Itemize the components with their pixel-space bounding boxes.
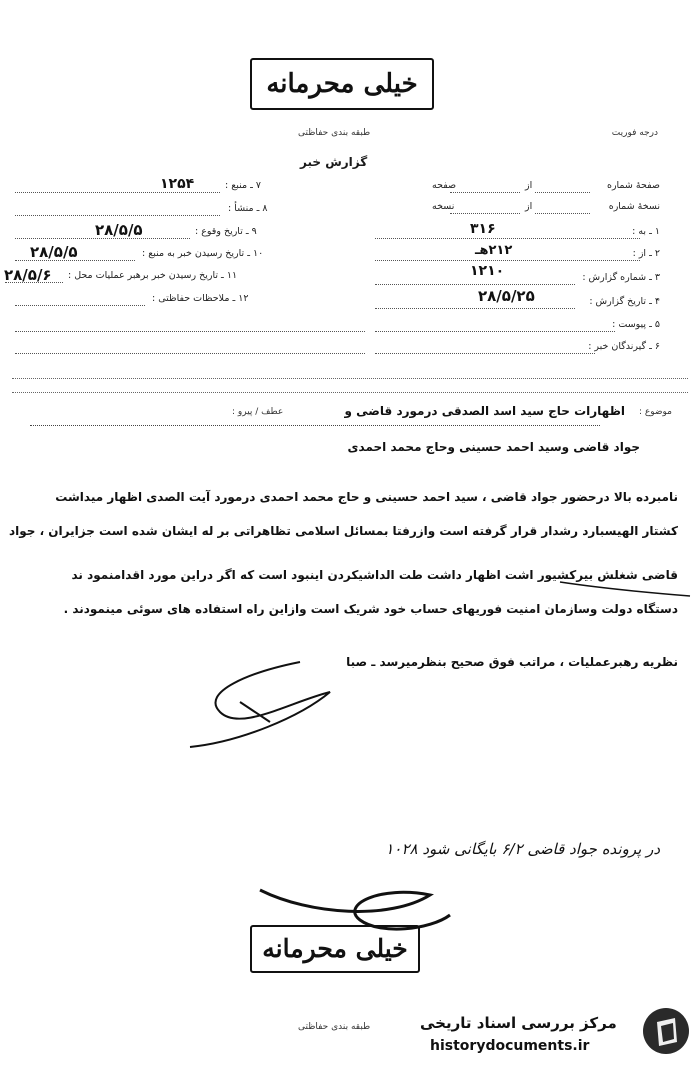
archive-logo-icon <box>643 1008 689 1054</box>
top-classification-stamp <box>250 58 434 110</box>
archive-name: مرکز بررسی اسناد تاریخی <box>420 1014 617 1032</box>
header-divider <box>12 378 688 379</box>
priority-label: درجه فوریت <box>611 128 658 138</box>
subject-line-1: اظهارات حاج سید اسد الصدقی درمورد قاضی و <box>344 404 625 418</box>
report-date-label: ۴ ـ تاریخ گزارش : <box>589 296 660 307</box>
recipients-label: ۶ ـ گیرندگان خبر : <box>588 341 660 352</box>
body-line-1: نامبرده بالا درحضور جواد قاضی ، سید احمد حسینی و حاج محمد احمدی درمورد آیت الصدی اظهار میداشت <box>55 490 678 504</box>
top-stamp-text: خیلی محرمانه <box>266 69 418 99</box>
occurrence-date-label: ۹ ـ تاریخ وقوع : <box>195 226 257 237</box>
body-line-5: نظریه رهبرعملیات ، مراتب فوق صحیح بنظرمیرسد ـ صبا <box>346 655 678 669</box>
report-title: گزارش خبر <box>300 155 368 169</box>
bottom-stamp-text: خیلی محرمانه <box>262 934 408 963</box>
source-receipt-date-label: ۱۰ ـ تاریخ رسیدن خبر به منبع : <box>142 248 264 259</box>
report-number-label: ۳ ـ شماره گزارش : <box>582 272 660 283</box>
page-unit: صفحه <box>432 180 457 191</box>
source-value: ۱۲۵۴ <box>160 176 195 192</box>
archive-url: historydocuments.ir <box>430 1038 590 1054</box>
reference-label: عطف / پیرو : <box>232 407 284 417</box>
subject-line-2: جواد قاضی وسید احمد حسینی وحاج محمد احمدی <box>347 440 640 454</box>
signature <box>180 652 360 762</box>
page-number-of: از <box>525 180 533 191</box>
subject-label: موضوع : <box>638 407 672 417</box>
source-label: ۷ ـ منبع : <box>225 180 262 191</box>
bottom-classification-label: طبقه بندی حفاظتی <box>298 1022 371 1032</box>
occurrence-date-value: ۲۸/۵/۵ <box>95 221 143 239</box>
field-to-value: ۳۱۶ <box>470 221 496 237</box>
origin-label: ۸ ـ منشأ : <box>228 203 268 214</box>
ops-receipt-date-label: ۱۱ ـ تاریخ رسیدن خبر برهبر عملیات محل : <box>68 270 238 281</box>
security-notes-label: ۱۲ ـ ملاحظات حفاظتی : <box>152 293 249 304</box>
source-receipt-date-value: ۲۸/۵/۵ <box>30 243 78 261</box>
ops-receipt-date-value: ۲۸/۵/۶ <box>4 266 52 284</box>
body-line-2: کشتار الهیسبارد رشدار قرار گرفته است وازرفتا بمسائل اسلامی تظاهراتی بر له ایشان شده است جزایران ، جواد <box>8 524 678 538</box>
field-to-label: ۱ ـ به : <box>632 226 660 237</box>
copy-number-of: از <box>525 201 533 212</box>
report-date-value: ۲۸/۵/۲۵ <box>478 287 535 305</box>
bottom-classification-stamp <box>250 925 420 973</box>
report-number-value: ۱۲۱۰ <box>470 263 505 279</box>
header-divider-2 <box>12 392 688 393</box>
field-from-label: ۲ ـ از : <box>632 248 660 259</box>
bottom-handwritten-note: در پرونده جواد قاضی ۶/۲ بایگانی شود ۱۰۲۸ <box>385 840 660 858</box>
attachment-label: ۵ ـ پیوست : <box>612 319 660 330</box>
field-from-value: ۲۱۲هـ <box>475 243 513 258</box>
page-number-label: صفحهٔ شماره <box>606 180 660 191</box>
copy-unit: نسخه <box>432 201 455 212</box>
classification-label: طبقه بندی حفاظتی <box>298 128 371 138</box>
body-line-3: قاضی شغلش بیرکشیور اشت اظهار داشت طت الداشیکردن اینبود است که اگر دراین مورد اقدامنمود ند <box>71 568 678 582</box>
body-line-4: دستگاه دولت وسازمان امنیت فوریهای حساب خود شریک است وازاین راه استفاده های سوئی مینمودند . <box>63 602 678 616</box>
copy-number-label: نسخهٔ شماره <box>608 201 660 212</box>
